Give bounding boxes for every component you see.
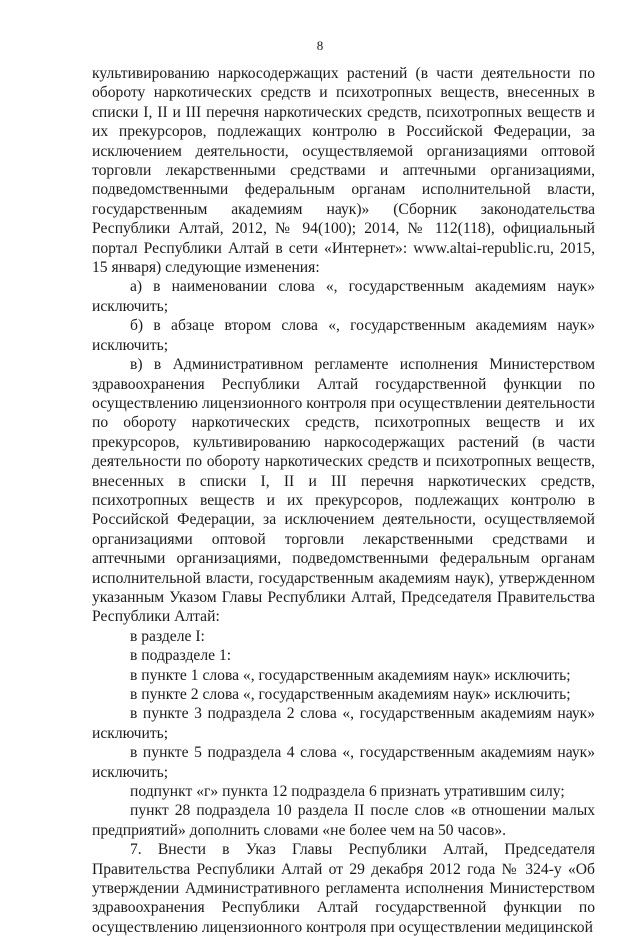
paragraph-item-v: в) в Административном регламенте исполнения Министерством здравоохранения Республики Алтай государственной функции по осуществлению лицензионного контроля при осуществлении деятельности по обороту наркотических средств, психотропных веществ и их прекурсоров, культивированию наркосодержащих растений (в части деятельности по обороту наркотических средств и психотропных веществ, внесенных в списки I, II и III перечня наркотических средств, психотропных веществ и их прекурсоров, подлежащих контролю в Российской Федерации, за исключением деятельности, осуществляемой организациями оптовой торговли лекарственными средствами и аптечными организациями, подведомственными федеральным органам исполнительной власти, государственным академиям наук), утвержденном указанным Указом Главы Республики Алтай, Председателя Правительства Республики Алтай:: [92, 356, 595, 626]
paragraph-point-2: в пункте 2 слова «, государственным академиям наук» исключить;: [130, 686, 571, 703]
paragraph-point-1: в пункте 1 слова «, государственным академиям наук» исключить;: [130, 666, 571, 684]
paragraph-point-28: пункт 28 подраздела 10 раздела II после слов «в отношении малых предприятий» дополнить словами «не более чем на 50 часов».: [92, 802, 595, 839]
paragraph-subpoint-g: подпункт «г» пункта 12 подраздела 6 признать утратившим силу;: [130, 783, 565, 801]
paragraph-item-b: б) в абзаце втором слова «, государственным академиям наук» исключить;: [92, 317, 595, 354]
document-body: [92, 64, 595, 937]
page-number: 8: [316, 38, 324, 53]
paragraph-section-1: в разделе I:: [130, 627, 205, 645]
paragraph-item-a: а) в наименовании слова «, государственным академиям наук» исключить;: [92, 278, 595, 315]
paragraph-point-3: в пункте 3 подраздела 2 слова «, государственным академиям наук» исключить;: [92, 705, 595, 742]
paragraph-clause-7: 7. Внести в Указ Главы Республики Алтай, Председателя Правительства Республики Алтай от 29 декабря 2012 года № 324-у «Об утверждении Административного регламента исполнения Министерством здравоохранения Республики Алтай государственной функции по осуществлению лицензионного контроля при осуществлении медицинской: [92, 841, 595, 936]
paragraph-subsection-1: в подразделе 1:: [130, 647, 232, 665]
paragraph-continuation: культивированию наркосодержащих растений (в части деятельности по обороту наркотических средств и психотропных веществ, внесенных в списки I, II и III перечня наркотических средств, психотропных веществ и их прекурсоров, подлежащих контролю в Российской Федерации, за исключением деятельности, осуществляемой организациями оптовой торговли лекарственными средствами и аптечными организациями, подведомственными федеральным органам исполнительной власти, государственным академиям наук)» (Сборник законодательства Республики Алтай, 2012, № 94(100); 2014, № 112(118), официальный портал Республики Алтай в сети «Интернет»: www.altai-republic.ru, 2015, 15 января) следующие изменения:: [92, 65, 595, 277]
paragraph-point-5: в пункте 5 подраздела 4 слова «, государственным академиям наук» исключить;: [92, 744, 595, 781]
